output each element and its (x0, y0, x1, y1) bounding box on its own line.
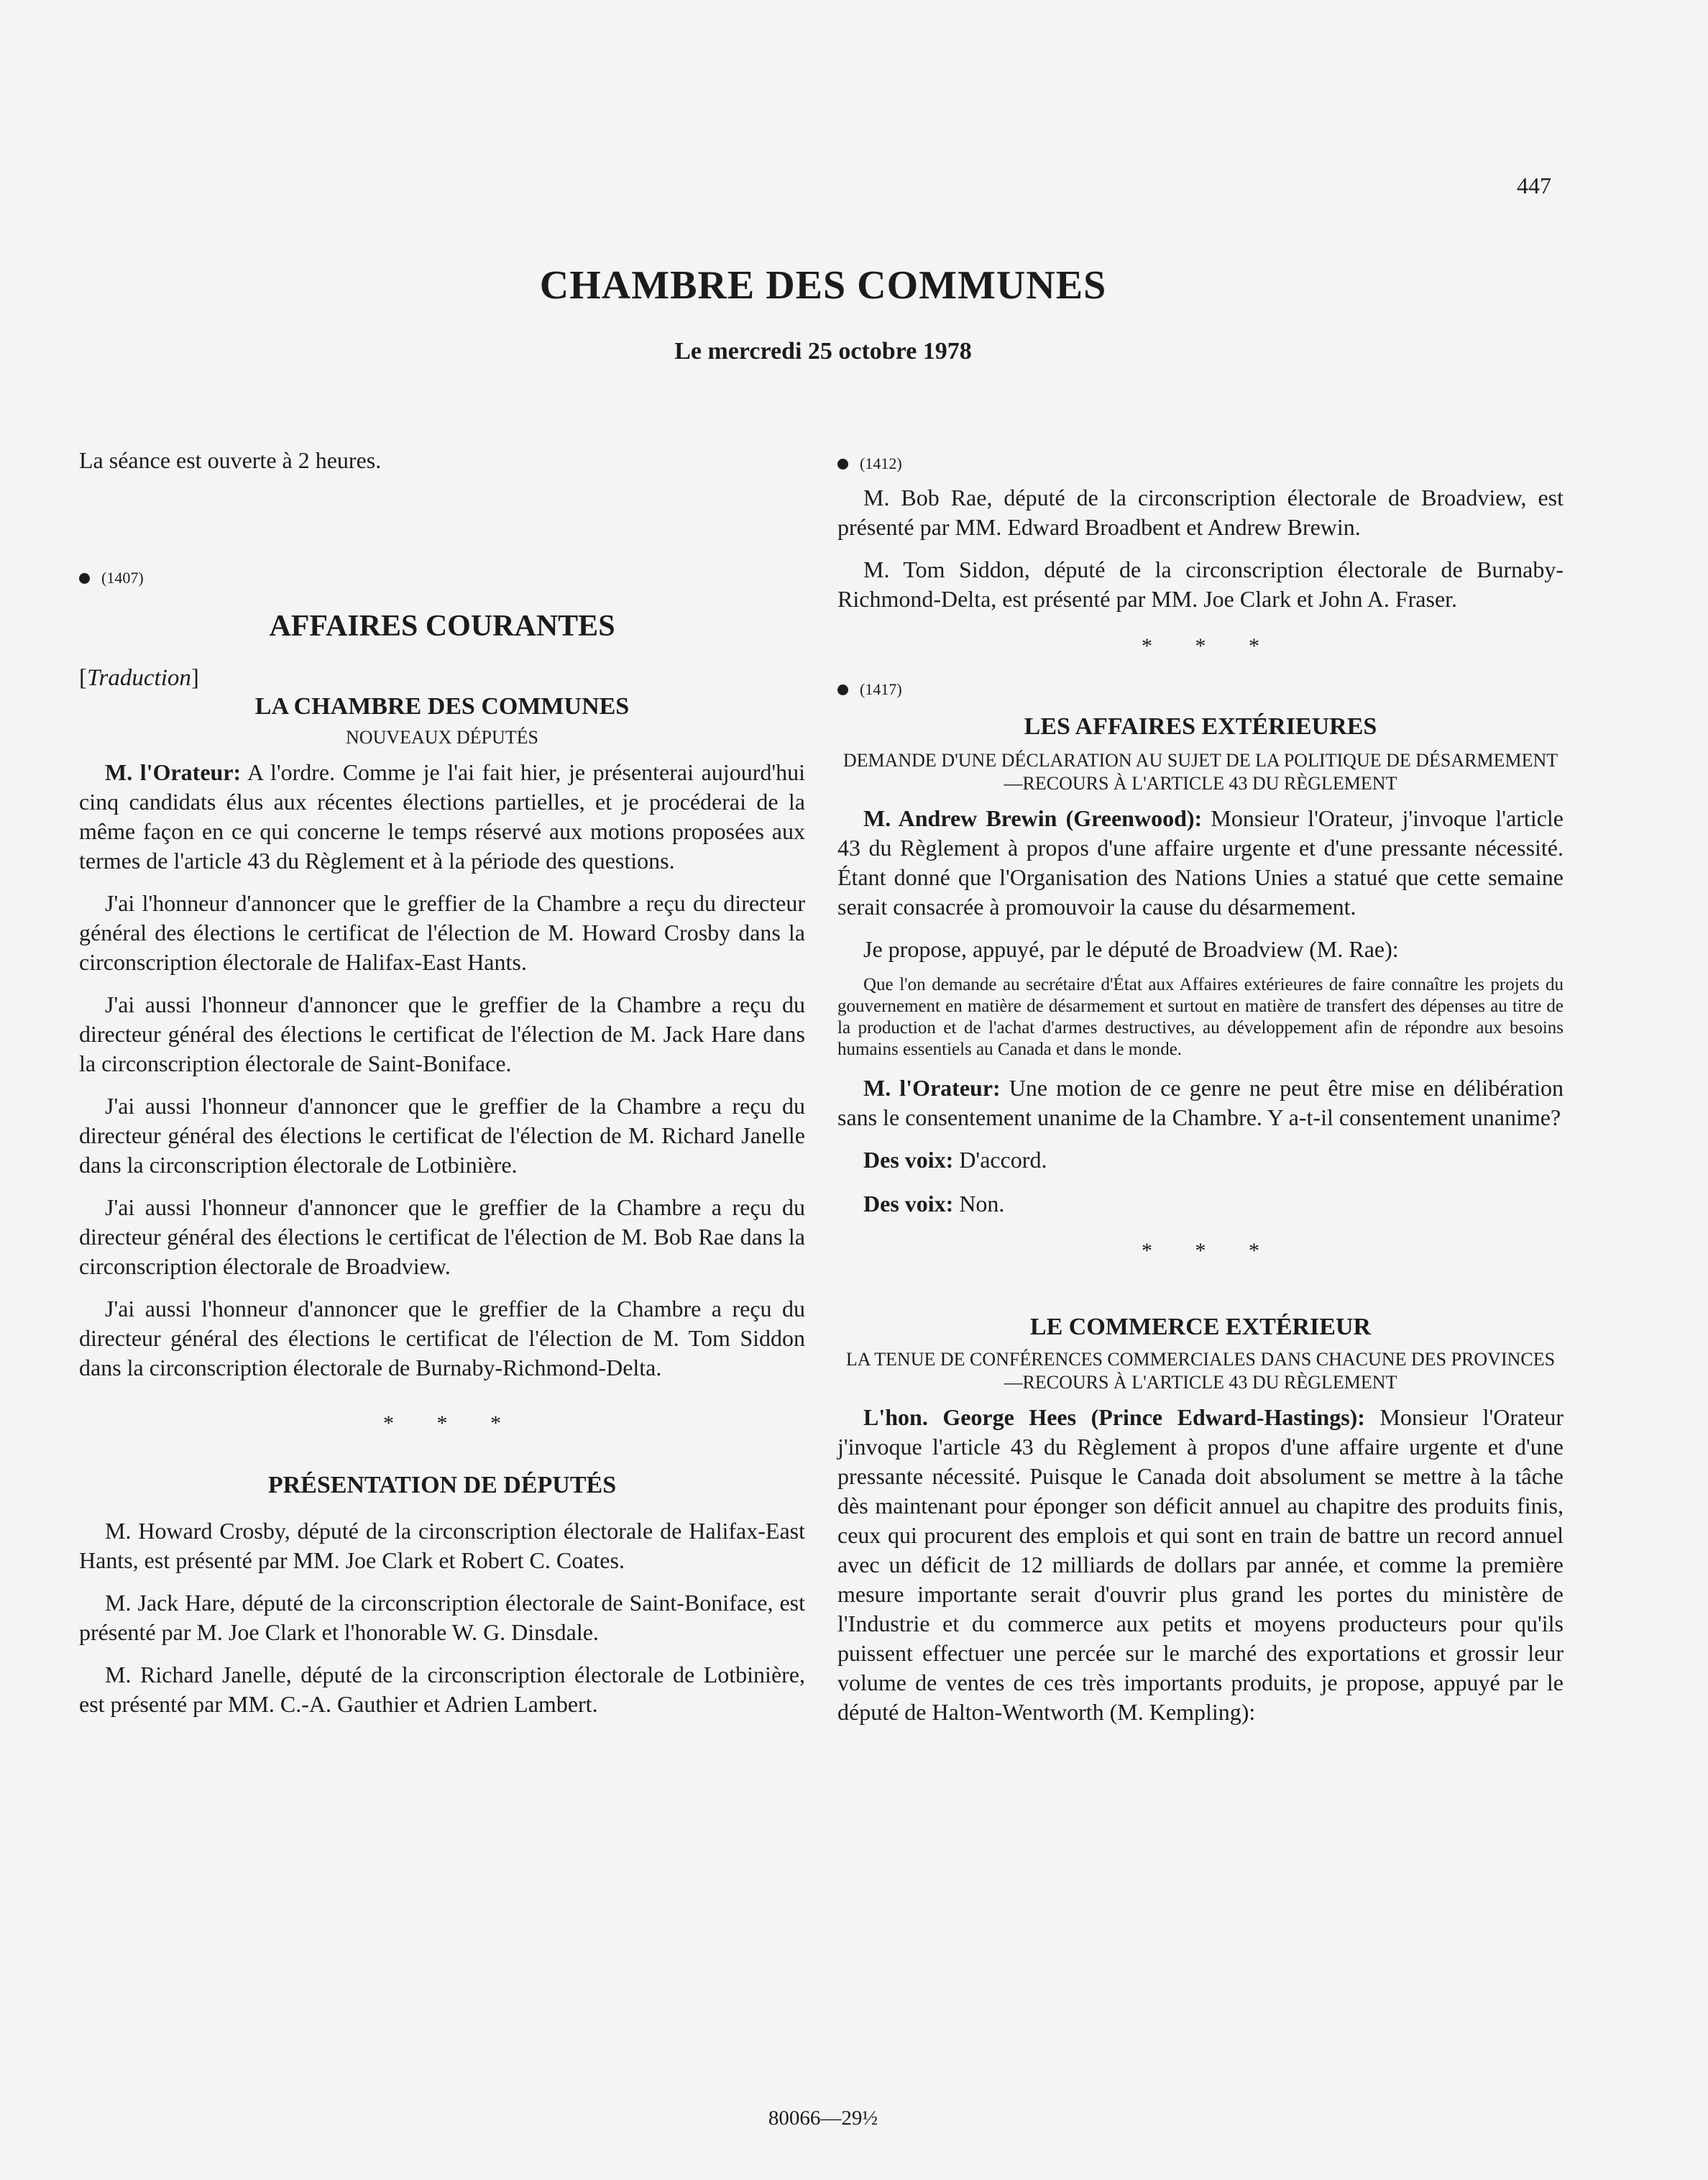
speech-text: A l'ordre. Comme je l'ai fait hier, je présenterai aujourd'hui cinq candidats élus aux récentes élections partielles, et je procéderai de la même façon en ce qui concerne le temps réservé aux motions proposées aux termes de l'article 43 du Règlement et à la période des questions. (79, 759, 806, 874)
subsection-subtitle: NOUVEAUX DÉPUTÉS (346, 727, 538, 748)
bullet-icon (79, 573, 90, 584)
sitting-opening: La séance est ouverte à 2 heures. (79, 447, 382, 473)
time-marker-label: (1412) (860, 454, 902, 472)
paragraph (837, 1403, 1564, 1727)
translation-note: [Traduction] (79, 665, 199, 691)
paragraph: M. Bob Rae, député de la circonscription électorale de Broadview, est présenté par MM. Edward Broadbent et Andrew Brewin. (837, 485, 1564, 540)
section-title-routine: AFFAIRES COURANTES (269, 610, 615, 643)
paragraph: Je propose, appuyé, par le député de Broadview (M. Rae): (863, 936, 1399, 962)
left-column (79, 431, 805, 1719)
subsection-title: LA CHAMBRE DES COMMUNES (254, 693, 630, 720)
speech-text: Monsieur l'Orateur j'invoque l'article 43 du Règlement à propos d'une affaire urgente et d'une pressante nécessité. Puisque le Canada doit absolument se mettre à la tâche dès maintenant pour éponger son déficit annuel au chapitre des produits finis, ceux qui procurent des emplois et qui sont en train de battre un record annuel avec un déficit de 12 milliards de dollars par année, et comme la première mesure importante serait d'ouvrir plus grand les portes du ministère de l'Industrie et du commerce aux petits et moyens producteurs pour qu'ils puissent effectuer une percée sur le marché des exportations et grossir leur volume de ventes de ces très importants produits, je propose, appuyé par le député de Halton-Wentworth (M. Kempling): (837, 1404, 1564, 1725)
paragraph: J'ai l'honneur d'annoncer que le greffier de la Chambre a reçu du directeur général des élections le certificat de l'élection de M. Howard Crosby dans la circonscription électorale de Halifax-East Hants. (79, 890, 805, 975)
paragraph: J'ai aussi l'honneur d'annoncer que le greffier de la Chambre a reçu du directeur général des élections le certificat de l'élection de M. Richard Janelle dans la circonscription électorale de Lotbinière. (79, 1093, 805, 1178)
bullet-icon (837, 459, 848, 470)
section-subtitle: LA TENUE DE CONFÉRENCES COMMERCIALES DANS CHACUNE DES PROVINCES—RECOURS À L'ARTICLE 43 DU RÈGLEMENT (845, 1349, 1556, 1393)
section-subtitle: DEMANDE D'UNE DÉCLARATION AU SUJET DE LA POLITIQUE DE DÉSARMEMENT—RECOURS À L'ARTICLE 43 DU RÈGLEMENT (842, 750, 1558, 794)
speech-text: Non. (953, 1191, 1005, 1217)
page-footer-code: 80066—29½ (768, 2107, 878, 2130)
speech-text: Monsieur l'Orateur, j'invoque l'article 43 du Règlement à propos d'une affaire urgente et d'une pressante nécessité. Étant donné que l'Organisation des Nations Unies a statué que cette semaine serait consacrée à promouvoir la cause du désarmement. (837, 805, 1564, 920)
time-marker-label: (1417) (860, 680, 902, 698)
section-separator: * * * (1142, 1239, 1278, 1263)
speaker-name: M. Andrew Brewin (Greenwood): (863, 805, 1203, 831)
speaker-name: M. l'Orateur: (105, 759, 242, 785)
motion-text: Que l'on demande au secrétaire d'État aux Affaires extérieures de faire connaître les projets du gouvernement en matière de désarmement et surtout en matière de transfert des dépenses au titre de la production et de l'achat d'armes destructives, au développement afin de répondre aux besoins humains essentiels au Canada et dans le monde. (837, 975, 1564, 1059)
sitting-date: Le mercredi 25 octobre 1978 (674, 338, 972, 365)
paragraph: J'ai aussi l'honneur d'annoncer que le greffier de la Chambre a reçu du directeur général des élections le certificat de l'élection de M. Tom Siddon dans la circonscription électorale de Burnaby-Richmond-Delta. (79, 1296, 805, 1380)
paragraph: M. Tom Siddon, député de la circonscription électorale de Burnaby-Richmond-Delta, est présenté par MM. Joe Clark et John A. Fraser. (837, 557, 1564, 612)
time-marker (837, 680, 1564, 699)
paragraph: M. Howard Crosby, député de la circonscription électorale de Halifax-East Hants, est présenté par MM. Joe Clark et Robert C. Coates. (79, 1518, 805, 1573)
page-title: CHAMBRE DES COMMUNES (539, 263, 1107, 308)
section-separator: * * * (1142, 634, 1278, 658)
paragraph (837, 1189, 1564, 1219)
speech-text: D'accord. (953, 1147, 1047, 1173)
paragraph (79, 758, 805, 876)
speaker-name: Des voix: (863, 1147, 954, 1173)
paragraph: J'ai aussi l'honneur d'annoncer que le greffier de la Chambre a reçu du directeur général des élections le certificat de l'élection de M. Jack Hare dans la circonscription électorale de Saint-Boniface. (79, 991, 805, 1076)
paragraph (837, 1145, 1564, 1175)
paragraph (837, 1073, 1564, 1132)
section-separator: * * * (383, 1411, 520, 1435)
section-title-presentation: PRÉSENTATION DE DÉPUTÉS (267, 1472, 617, 1498)
translation-note-label: Traduction (87, 665, 191, 691)
section-title-external-affairs: LES AFFAIRES EXTÉRIEURES (1024, 713, 1377, 740)
speaker-name: M. l'Orateur: (863, 1075, 1001, 1101)
time-marker (79, 569, 805, 587)
paragraph (837, 804, 1564, 922)
speaker-name: L'hon. George Hees (Prince Edward-Hastings): (863, 1404, 1365, 1430)
paragraph: M. Jack Hare, député de la circonscription électorale de Saint-Boniface, est présenté par M. Joe Clark et l'honorable W. G. Dinsdale. (79, 1590, 805, 1645)
time-marker (837, 454, 1564, 473)
paragraph: J'ai aussi l'honneur d'annoncer que le greffier de la Chambre a reçu du directeur général des élections le certificat de l'élection de M. Bob Rae dans la circonscription électorale de Broadview. (79, 1194, 805, 1279)
speech-text: Une motion de ce genre ne peut être mise en délibération sans le consentement unanime de la Chambre. Y a-t-il consentement unanime? (837, 1075, 1564, 1130)
speaker-name: Des voix: (863, 1191, 954, 1217)
bullet-icon (837, 684, 848, 695)
right-column (837, 431, 1564, 1727)
page-number: 447 (1517, 173, 1551, 198)
paragraph: M. Richard Janelle, député de la circonscription électorale de Lotbinière, est présenté par MM. C.-A. Gauthier et Adrien Lambert. (79, 1662, 805, 1717)
section-title-external-trade: LE COMMERCE EXTÉRIEUR (1029, 1314, 1372, 1340)
time-marker-label: (1407) (101, 569, 144, 587)
